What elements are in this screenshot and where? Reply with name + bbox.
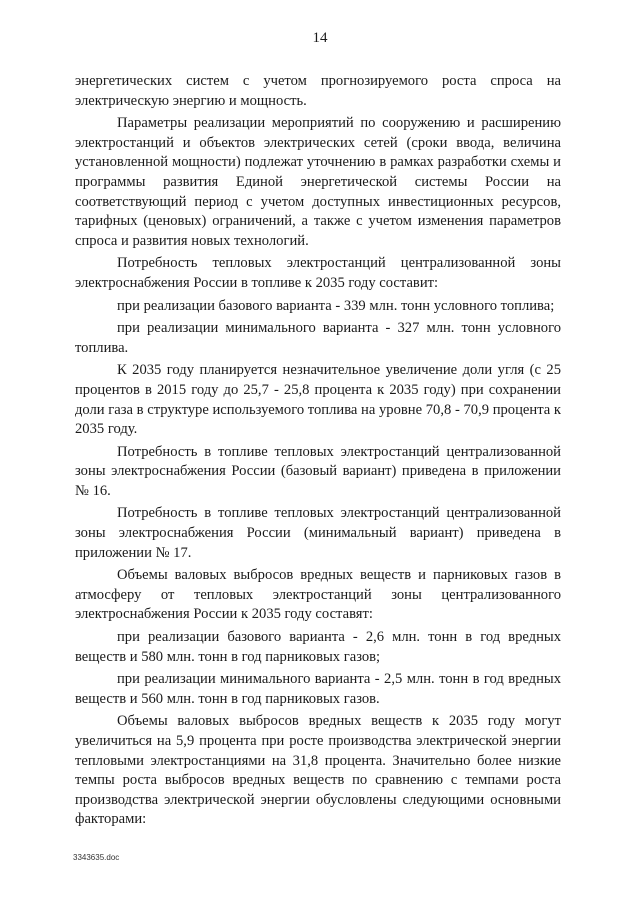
paragraph-5: при реализации минимального варианта - 327 млн. тонн условного топлива. (75, 320, 561, 356)
paragraph-11: при реализации минимального варианта - 2,5 млн. тонн в год вредных веществ и 560 млн. тонн в год парниковых газов. (75, 671, 561, 707)
paragraph-9: Объемы валовых выбросов вредных веществ и парниковых газов в атмосферу от тепловых электростанций зоны централизованного электроснабжения России к 2035 году составят: (75, 567, 561, 623)
footer-document-code: 3343635.doc (73, 853, 120, 862)
paragraph-7: Потребность в топливе тепловых электростанций централизованной зоны электроснабжения России (базовый вариант) приведена в приложении № 16. (75, 443, 561, 499)
paragraph-2: Параметры реализации мероприятий по сооружению и расширению электростанций и объектов электрических сетей (сроки ввода, величина установленной мощности) подлежат уточнению в рамках разработки схемы и программы развития Единой энергетической системы России на соответствующий период с учетом доступных инвестиционных ресурсов, тарифных (ценовых) ограничений, а также с учетом изменения параметров спроса и развития новых технологий. (75, 115, 561, 249)
page-number: 14 (312, 30, 328, 46)
paragraph-4: при реализации базового варианта - 339 млн. тонн условного топлива; (117, 297, 555, 314)
paragraph-8: Потребность в топливе тепловых электростанций централизованной зоны электроснабжения России (минимальный вариант) приведена в приложении № 17. (75, 505, 561, 561)
paragraph-12: Объемы валовых выбросов вредных веществ к 2035 году могут увеличиться на 5,9 процента при росте производства электрической энергии тепловыми электростанциями на 31,8 процента. Значительно более низкие темпы роста выбросов вредных веществ по сравнению с темпами роста производства электрической энергии обусловлены следующими основными факторами: (75, 713, 561, 828)
paragraph-10: при реализации базового варианта - 2,6 млн. тонн в год вредных веществ и 580 млн. тонн в год парниковых газов; (75, 629, 561, 665)
paragraph-1: энергетических систем с учетом прогнозируемого роста спроса на электрическую энергию и мощность. (75, 73, 561, 109)
paragraph-6: К 2035 году планируется незначительное увеличение доли угля (с 25 процентов в 2015 году до 25,7 - 25,8 процента к 2035 году) при сохранении доли газа в структуре используемого топлива на уровне 70,8 - 70,9 процента к 2035 году. (75, 362, 561, 438)
document-body (75, 72, 561, 830)
paragraph-3: Потребность тепловых электростанций централизованной зоны электроснабжения России в топливе к 2035 году составит: (75, 255, 561, 291)
